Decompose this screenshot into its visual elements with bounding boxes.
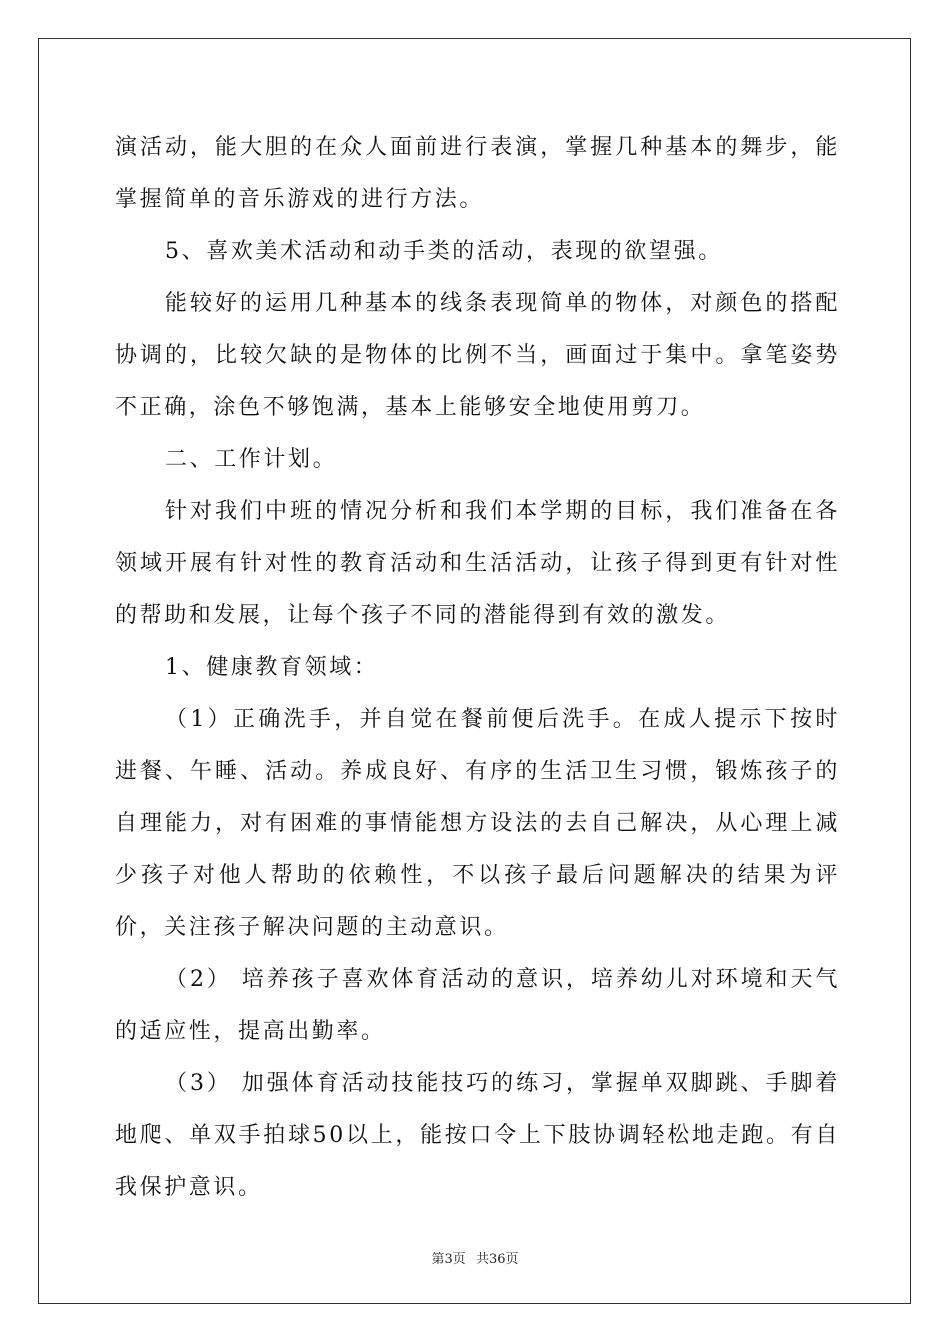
- page-total: 共36页: [475, 1252, 519, 1267]
- page-number: 第3页: [431, 1252, 466, 1267]
- subsection-heading-health: 1、健康教育领域：: [165, 655, 379, 680]
- paragraph-item-3: （3） 加强体育活动技能技巧的练习，掌握单双脚跳、手脚着地爬、单双手拍球50以上，能按口令上下肢协调轻松地走跑。有自我保护意识。: [115, 1071, 840, 1200]
- paragraph-continuation: 演活动，能大胆的在众人面前进行表演，掌握几种基本的舞步，能掌握简单的音乐游戏的进行方法。: [115, 135, 840, 212]
- paragraph-art-heading: 5、喜欢美术活动和动手类的活动，表现的欲望强。: [165, 239, 723, 264]
- paragraph-art-details: 能较好的运用几种基本的线条表现简单的物体，对颜色的搭配协调的，比较欠缺的是物体的比例不当，画面过于集中。拿笔姿势不正确，涂色不够饱满，基本上能够安全地使用剪刀。: [115, 291, 840, 420]
- paragraph-item-2: （2） 培养孩子喜欢体育活动的意识，培养幼儿对环境和天气的适应性，提高出勤率。: [115, 967, 840, 1044]
- paragraph-plan-intro: 针对我们中班的情况分析和我们本学期的目标，我们准备在各领域开展有针对性的教育活动和生活活动，让孩子得到更有针对性的帮助和发展，让每个孩子不同的潜能得到有效的激发。: [115, 499, 840, 628]
- section-heading-work-plan: 二、工作计划。: [165, 447, 338, 472]
- paragraph-item-1: （1）正确洗手，并自觉在餐前便后洗手。在成人提示下按时进餐、午睡、活动。养成良好、有序的生活卫生习惯，锻炼孩子的自理能力，对有困难的事情能想方设法的去自己解决，从心理上减少孩子对他人帮助的依赖性，不以孩子最后问题解决的结果为评价，关注孩子解决问题的主动意识。: [115, 707, 840, 940]
- page-footer: [0, 1248, 950, 1267]
